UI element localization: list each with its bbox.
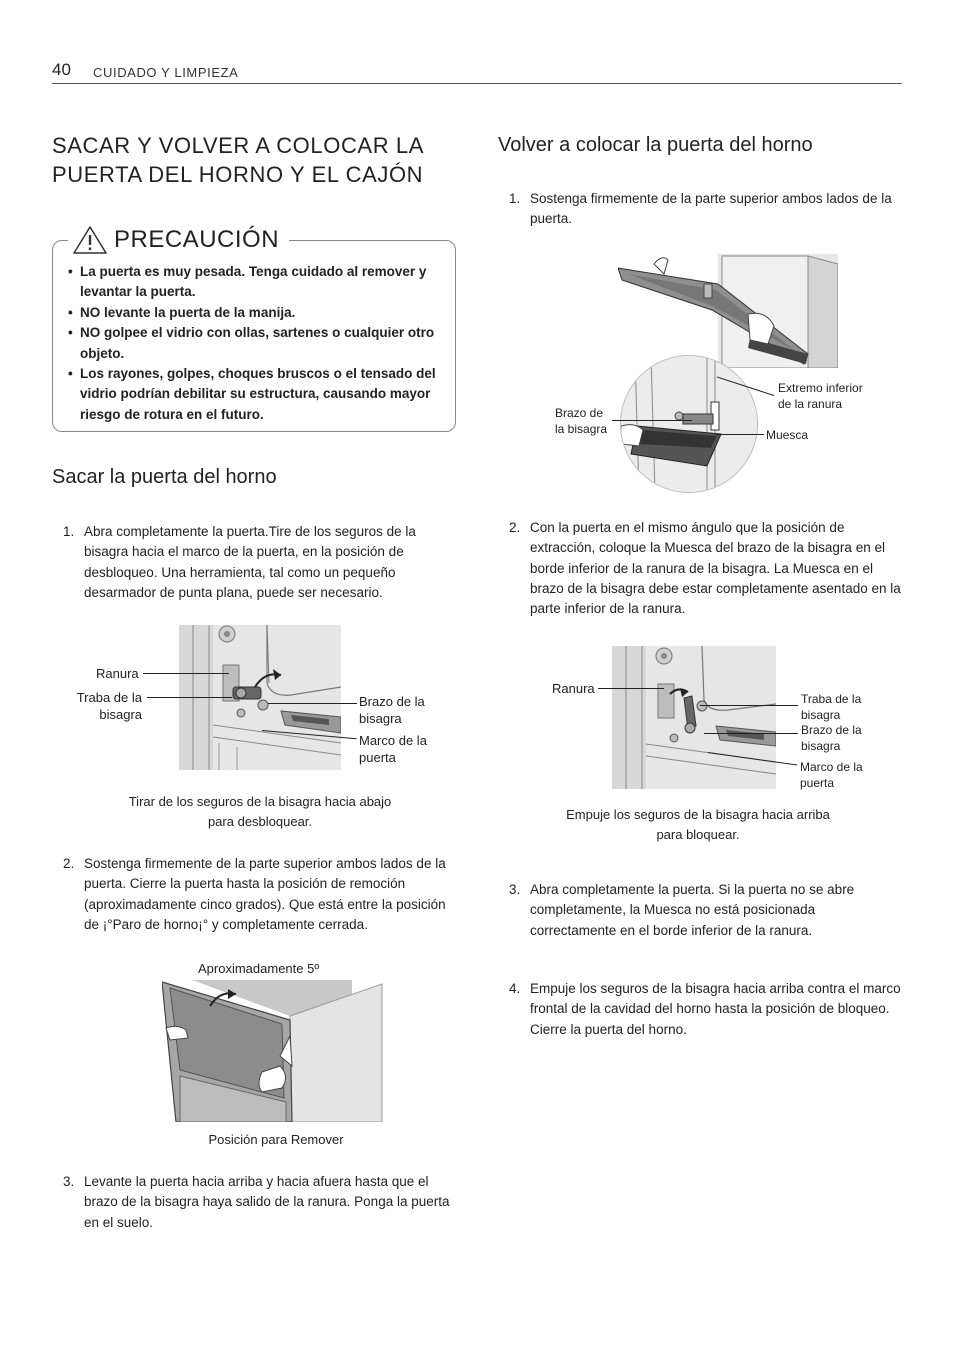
replace-step-2: 2. Con la puerta en el mismo ángulo que la posición de extracción, coloque la Muesca del brazo de la bisagra en el borde inferior de la ranura de la bisagra. La Muesca en el brazo de la bisagra debe estar completamente asentado en la parte inferior de la ranura.: [509, 520, 901, 617]
remove-step-3: 3. Levante la puerta hacia arriba y hacia afuera hasta que el brazo de la bisagra haya salido de la ranura. Ponga la puerta en el suelo.: [63, 1174, 450, 1230]
replace-section-title: Volver a colocar la puerta del horno: [498, 134, 813, 156]
label-brazo: Brazo de la bisagra: [555, 406, 608, 436]
leader-line: [143, 673, 229, 674]
replace-step-1: 1. Sostenga firmemente de la parte superior ambos lados de la puerta.: [509, 191, 892, 227]
leader-line: [704, 733, 798, 734]
replace-step-3: 3. Abra completamente la puerta. Si la puerta no se abre completamente, la Muesca no está posicionada correctamente en el borde inferior de la ranura.: [509, 882, 855, 938]
caution-heading: [68, 225, 289, 255]
caution-item: • NO golpee el vidrio con ollas, sartenes o cualquier otro objeto.: [66, 323, 446, 364]
leader-line: [612, 420, 692, 421]
caution-title: PRECAUCIÓN: [114, 226, 280, 253]
zoom-detail-illustration: [620, 355, 758, 493]
leader-line: [700, 705, 798, 706]
door-remove-illustration: [162, 980, 384, 1122]
label-traba: Traba de la bisagra: [76, 690, 142, 722]
section-title: CUIDADO Y LIMPIEZA: [93, 65, 239, 80]
page-title: SACAR Y VOLVER A COLOCAR LA PUERTA DEL HORNO Y EL CAJÓN: [52, 133, 424, 187]
label-ranura: Ranura: [552, 681, 595, 696]
label-marco: Marco de la puerta: [359, 733, 427, 765]
header-rule: [52, 83, 902, 84]
caution-item: • La puerta es muy pesada. Tenga cuidado al remover y levantar la puerta.: [66, 262, 446, 303]
label-muesca: Muesca: [766, 428, 809, 442]
caution-list: [66, 262, 446, 425]
label-marco: Marco de la puerta: [800, 760, 863, 790]
label-brazo: Brazo de la bisagra: [801, 723, 862, 753]
caution-item: • NO levante la puerta de la manija.: [66, 303, 446, 323]
label-angle: Aproximadamente 5º: [198, 961, 320, 976]
warning-icon: [72, 225, 108, 255]
leader-line: [716, 434, 764, 435]
leader-line: [147, 697, 232, 698]
page-number: 40: [52, 60, 71, 79]
figure-caption: Posición para Remover: [208, 1132, 344, 1147]
figure-caption: Empuje los seguros de la bisagra hacia arriba para bloquear.: [566, 807, 830, 842]
hinge-lock-illustration: [612, 646, 776, 789]
label-traba: Traba de la bisagra: [801, 692, 862, 722]
remove-step-2: 2. Sostenga firmemente de la parte superior ambos lados de la puerta. Cierre la puerta hasta la posición de remoción (aproximadamente cinco grados). Que está entre la posición de ¡°Paro de horno¡° y completamente cerrada.: [63, 856, 446, 932]
label-ranura: Ranura: [96, 666, 139, 681]
leader-line: [268, 703, 357, 704]
replace-step-4: 4. Empuje los seguros de la bisagra hacia arriba contra el marco frontal de la cavidad del horno hasta la posición de bloqueo. Cierre la puerta del horno.: [509, 981, 901, 1037]
remove-section-title: Sacar la puerta del horno: [52, 466, 277, 488]
label-brazo: Brazo de la bisagra: [359, 694, 425, 726]
leader-line: [598, 688, 664, 689]
label-extremo: Extremo inferior de la ranura: [778, 381, 863, 411]
remove-step-1: 1. Abra completamente la puerta.Tire de los seguros de la bisagra hacia el marco de la puerta, en la posición de desbloqueo. Una herramienta, tal como un pequeño desarmador de punta plana, puede ser necesario.: [63, 524, 416, 600]
figure-caption: Tirar de los seguros de la bisagra hacia abajo para desbloquear.: [128, 794, 392, 829]
caution-item: • Los rayones, golpes, choques bruscos o el tensado del vidrio podrían debilitar su estructura, causando mayor riesgo de rotura en el futuro.: [66, 364, 446, 425]
door-install-illustration: [618, 254, 838, 368]
